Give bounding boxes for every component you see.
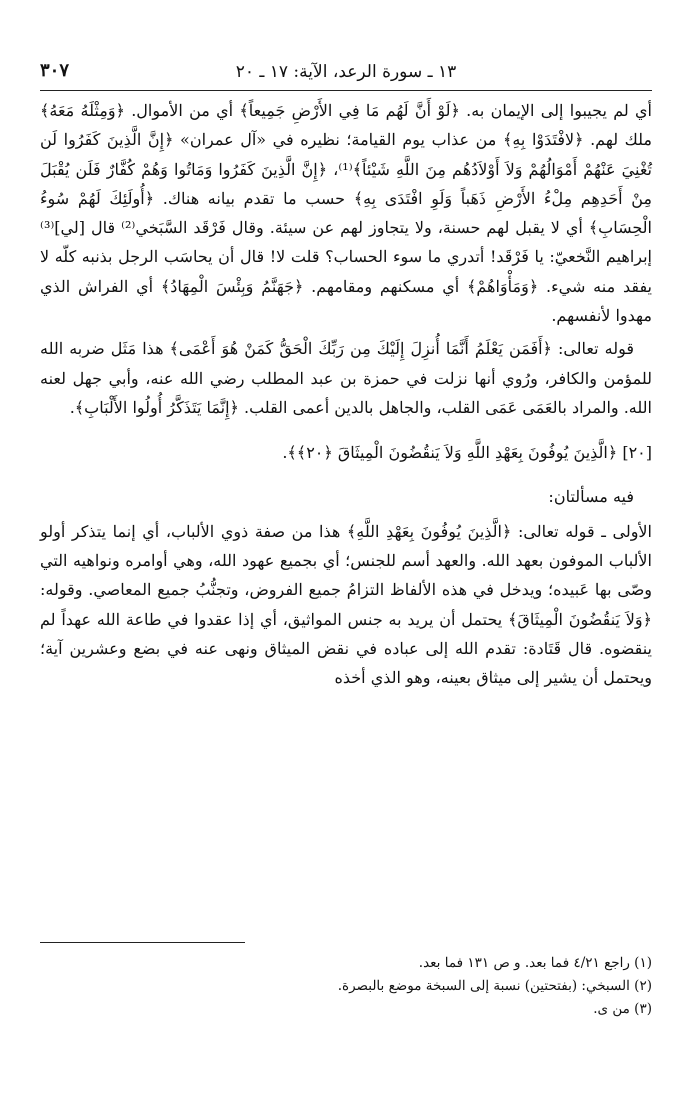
footnotes xyxy=(40,952,652,1021)
paragraph: قوله تعالى: ﴿أَفَمَن يَعْلَمُ أَنَّمَا أُنزِلَ إِلَيْكَ مِن رَبِّكَ الْحَقُّ كَمَنْ هُوَ أَعْمَى﴾ هذا مَثَل ضربه الله للمؤمن والكافر، ورُوي أنها نزلت في حمزة بن عبد المطلب رضي الله عنه، وأبي جهل لعنه الله. والمراد بالعَمَى عَمَى القلب، والجاهل بالدين أعمى القلب. ﴿إِنَّمَا يَتَذَكَّرُ أُولُوا الأَلْبَابِ﴾. xyxy=(40,339,653,417)
paragraph: الأولى ـ قوله تعالى: ﴿الَّذِينَ يُوفُونَ بِعَهْدِ اللَّهِ﴾ هذا من صفة ذوي الألباب، أي إنما يتذكر أولو الألباب الموفون بعهد الله. والعهد أسم للجنس؛ أي بجميع عهود الله، وهي أوامره ونواهيه التي وصّى بها عَبيده؛ ويدخل في هذه الألفاظ التزامُ جميع الفروض، وتجنُّبُ جميع المعاصي. وقوله: ﴿وَلاَ يَنقُضُونَ الْمِيثَاقَ﴾ يحتمل أن يريد به جنس المواثيق، أي إذا عقدوا في طاعة الله عهداً لم ينقضوه. قال قَتَادة: تقدم الله إلى عباده في نقض الميثاق ونهى عنه في بضع وعشرين آية؛ ويحتمل أن يشير إلى ميثاق بعينه، وهو الذي أخذه xyxy=(40,521,652,688)
footnote: (٣) من ى. xyxy=(593,1001,652,1017)
page-number: ٣٠٧ xyxy=(40,60,70,81)
running-title: ١٣ ـ سورة الرعد، الآية: ١٧ ـ ٢٠ xyxy=(235,62,457,82)
footnote-rule xyxy=(40,942,245,943)
main-text xyxy=(40,96,652,693)
paragraph: أي لم يجيبوا إلى الإيمان به. ﴿لَوْ أَنَّ لَهُم مَا فِي الأَرْضِ جَمِيعاً﴾ أي من الأموال. ﴿وَمِثْلَهُ مَعَهُ﴾ ملك لهم. ﴿لافْتَدَوْا بِهِ﴾ من عذاب يوم القيامة؛ نظيره في «آل عمران» ﴿إِنَّ الَّذِينَ كَفَرُوا لَن تُغْنِيَ عَنْهُمْ أَمْوَالُهُمْ وَلاَ أَوْلاَدُهُم مِنَ اللَّهِ شَيْئاً﴾⁽¹⁾، ﴿إِنَّ الَّذِينَ كَفَرُوا وَمَاتُوا وَهُمْ كُفَّارٌ فَلَن يُقْبَلَ مِنْ أَحَدِهِم مِلْءُ الأَرْضِ ذَهَباً وَلَوِ افْتَدَى بِهِ﴾ حسب ما تقدم بيانه هناك. ﴿أُولَئِكَ لَهُمْ سُوءُ الْحِسَابِ﴾ أي لا يقبل لهم حسنة، ولا يتجاوز لهم عن سيئة. وقال فَرْقَد السَّبَخي⁽²⁾ قال [لي]⁽³⁾ إبراهيم النَّخعيّ: يا فَرْقَد! أتدري ما سوء الحساب؟ قلت لا! قال أن يحاسَب الرجل بذنبه كلّه لا يفقد منه شيء. ﴿وَمَأْوَاهُمْ﴾ أي مسكنهم ومقامهم. ﴿جَهَنَّمُ وَبِئْسَ الْمِهَادُ﴾ أي الفراش الذي مهدوا لأنفسهم. xyxy=(40,101,653,326)
header-rule xyxy=(40,90,652,91)
page-header xyxy=(40,60,652,88)
footnote: (١) راجع ٤/٢١ فما بعد. و ص ١٣١ فما بعد. xyxy=(418,955,652,971)
verse-line: [٢٠] ﴿الَّذِينَ يُوفُونَ بِعَهْدِ اللَّهِ وَلاَ يَنقُضُونَ الْمِيثَاقَ ﴿٢٠﴾﴾. xyxy=(282,443,652,463)
footnote: (٢) السبخي: (بفتحتين) نسبة إلى السبخة موضع بالبصرة. xyxy=(337,978,652,994)
section-heading: فيه مسألتان: xyxy=(548,486,634,506)
